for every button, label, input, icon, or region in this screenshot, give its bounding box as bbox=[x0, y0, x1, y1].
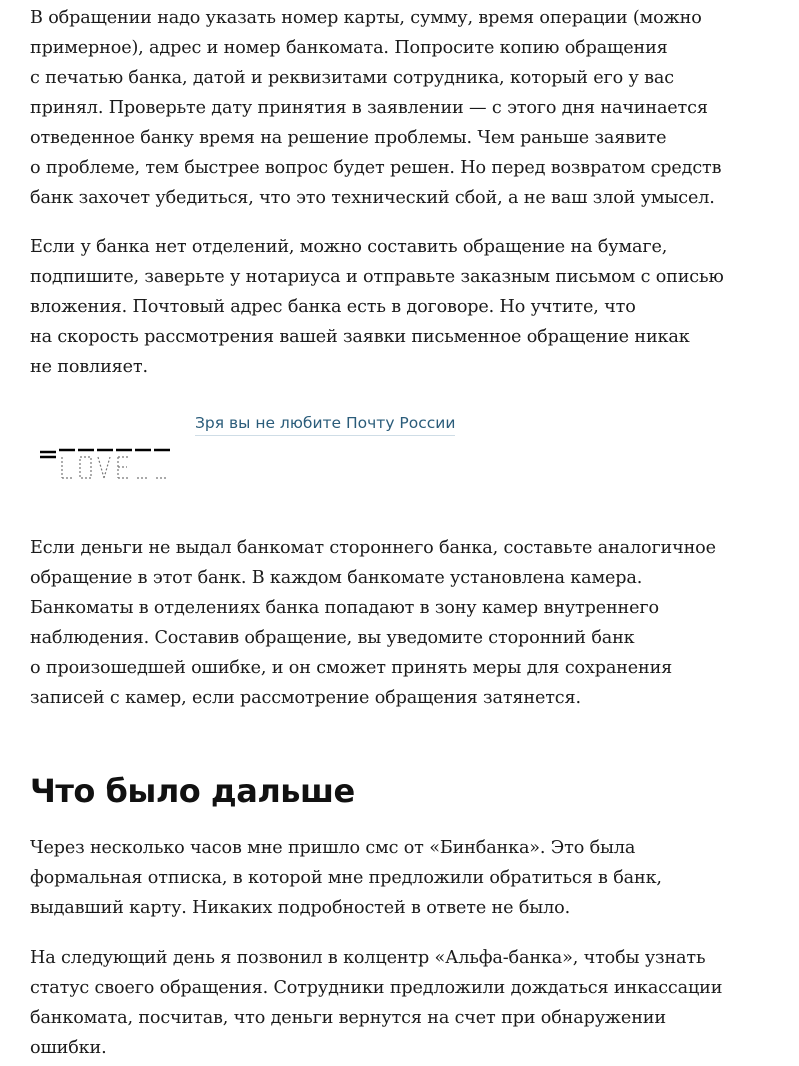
love-postcode-icon bbox=[38, 444, 173, 484]
section-heading: Что было дальше bbox=[30, 772, 355, 810]
related-article-link[interactable]: Зря вы не любите Почту России bbox=[195, 412, 455, 436]
article-paragraph: Если деньги не выдал банкомат стороннего банка, составьте аналогичное обращение в этот банк. В каждом банкомате установлена камера. Банкоматы в отделениях банка попадают в зону камер внутреннего наблюдения. Составив обращение, вы уведомите сторонний банк о произошедшей ошибке, и он сможет принять меры для сохранения записей с камер, если рассмотрение обращения затянется. bbox=[30, 538, 716, 708]
article-paragraph: В обращении надо указать номер карты, сумму, время операции (можно примерное), адрес и номер банкомата. Попросите копию обращения с печатью банка, датой и реквизитами сотрудника, который его у вас принял. Проверьте дату принятия в заявлении — с этого дня начинается отведенное банку время на решение проблемы. Чем раньше заявите о проблеме, тем быстрее вопрос будет решен. Но перед возвратом средств банк захочет убедиться, что это технический сбой, а не ваш злой умысел. bbox=[30, 8, 722, 208]
article-paragraph: На следующий день я позвонил в колцентр «Альфа-банка», чтобы узнать статус своего обращения. Сотрудники предложили дождаться инкассации банкомата, посчитав, что деньги вернутся на счет при обнаружении ошибки. bbox=[30, 948, 723, 1058]
related-article-card[interactable] bbox=[30, 404, 770, 494]
article-paragraph: Если у банка нет отделений, можно составить обращение на бумаге, подпишите, заверьте у нотариуса и отправьте заказным письмом с описью вложения. Почтовый адрес банка есть в договоре. Но учтите, что на скорость рассмотрения вашей заявки письменное обращение никак не повлияет. bbox=[30, 237, 724, 377]
article-paragraph: Через несколько часов мне пришло смс от «Бинбанка». Это была формальная отписка, в которой мне предложили обратиться в банк, выдавший карту. Никаких подробностей в ответе не было. bbox=[30, 838, 662, 918]
